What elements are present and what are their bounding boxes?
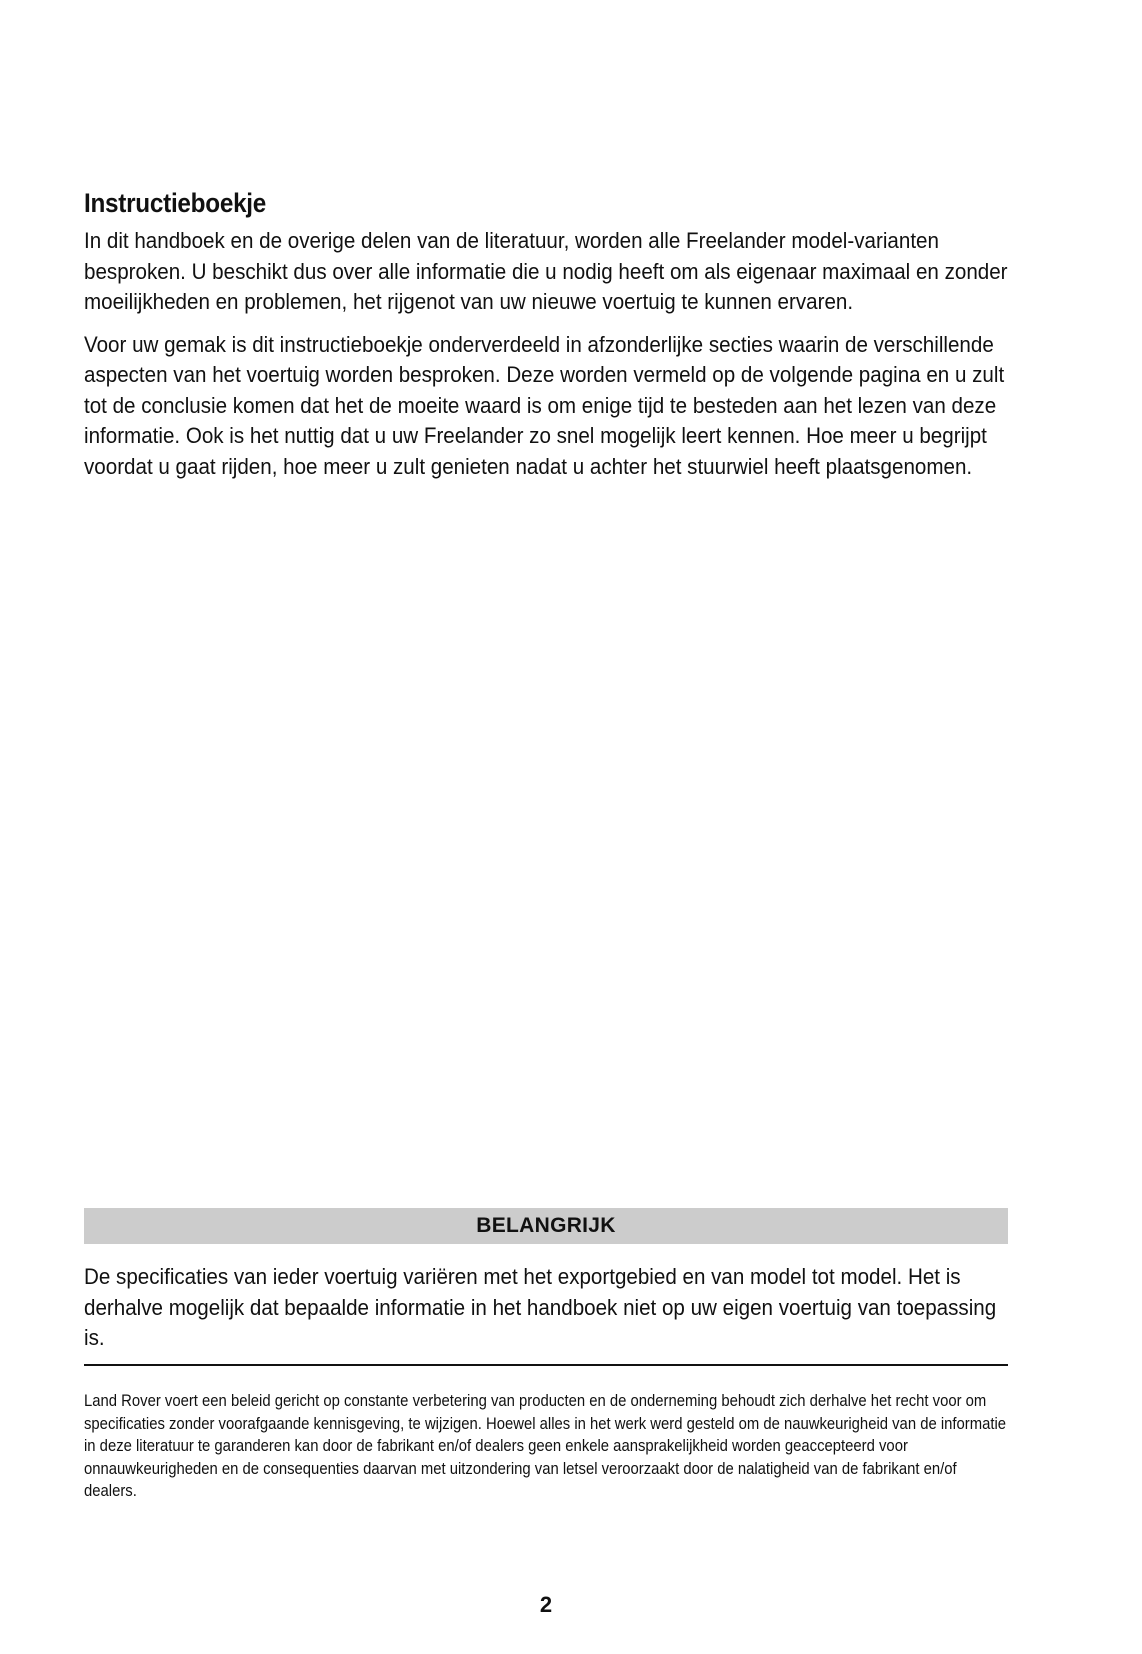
page-number: 2 [539, 1592, 553, 1617]
important-text: De specificaties van ieder voertuig variëren met het exportgebied en van model tot model. Het is derhalve mogelijk dat bepaalde informatie in het handboek niet op uw eigen voertuig van toepassing is. [84, 1264, 997, 1350]
manual-page [84, 0, 1008, 1654]
section-title: Instructieboekje [84, 188, 267, 218]
intro-paragraph-1: In dit handboek en de overige delen van de literatuur, worden alle Freelander model-varianten besproken. U beschikt dus over alle informatie die u nodig heeft om als eigenaar maximaal en zonder moeilijkheden en problemen, het rijgenot van uw nieuwe voertuig te kunnen ervaren. [84, 228, 1008, 314]
intro-paragraph-2: Voor uw gemak is dit instructieboekje onderverdeeld in afzonderlijke secties waarin de verschillende aspecten van het voertuig worden besproken. Deze worden vermeld op de volgende pagina en u zult tot de conclusie komen dat het de moeite waard is om enige tijd te besteden aan het lezen van deze informatie. Ook is het nuttig dat u uw Freelander zo snel mogelijk leert kennen. Hoe meer u begrijpt voordat u gaat rijden, hoe meer u zult genieten nadat u achter het stuurwiel heeft plaatsgenomen. [84, 331, 1005, 479]
divider [84, 1364, 1008, 1366]
intro-section [84, 226, 1008, 494]
disclaimer-text: Land Rover voert een beleid gericht op constante verbetering van producten en de onderneming behoudt zich derhalve het recht voor om specificaties zonder voorafgaande kennisgeving, te wijzigen. Hoewel alles in het werk werd gesteld om de nauwkeurigheid van de informatie in deze literatuur te garanderen kan door de fabrikant en/of dealers geen enkele aansprakelijkheid worden geaccepteerd voor onnauwkeurigheden en de consequenties daarvan met uitzondering van letsel veroorzaakt door de nalatigheid van de fabrikant en/of dealers. [84, 1392, 1007, 1501]
important-heading: BELANGRIJK [84, 1208, 1008, 1244]
